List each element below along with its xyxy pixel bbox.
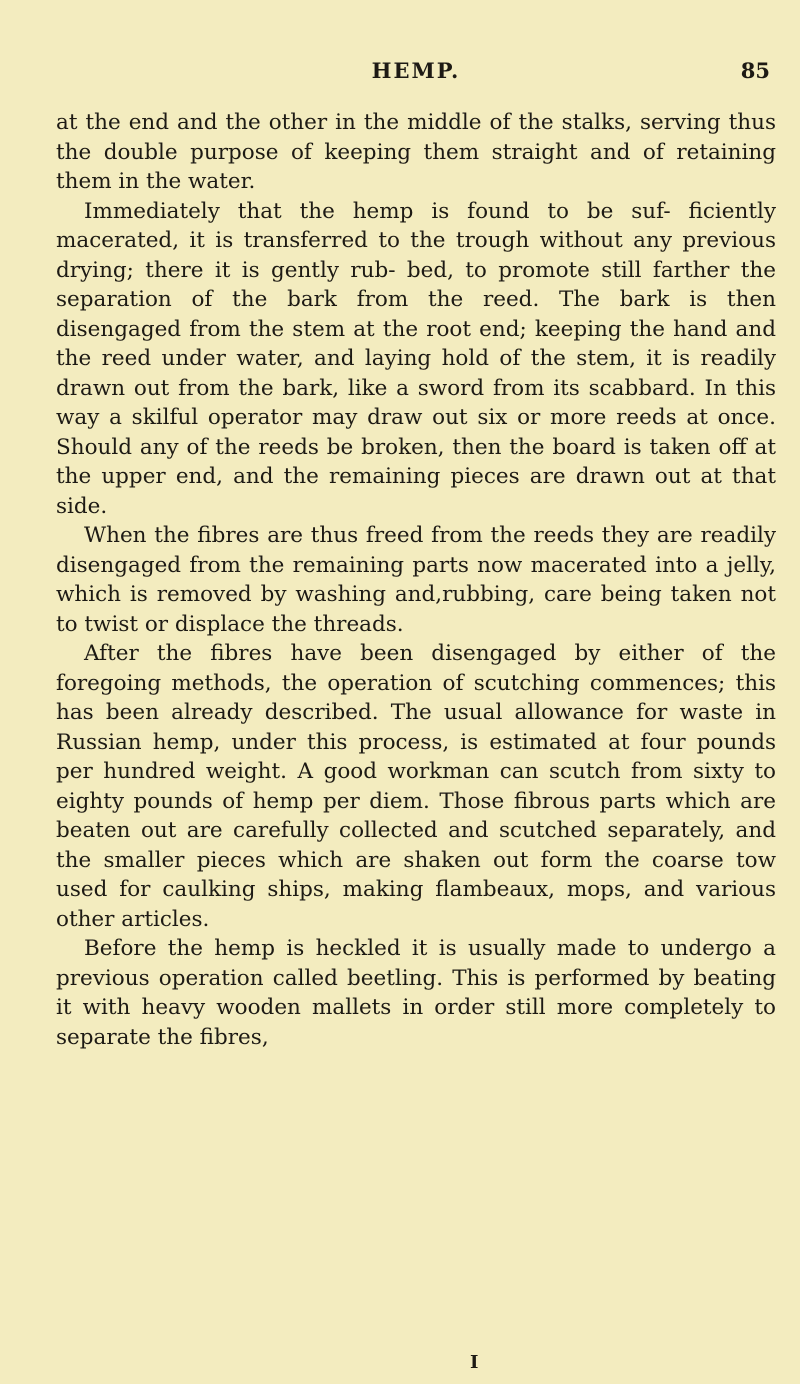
running-head: HEMP. <box>371 58 461 83</box>
page-header <box>62 58 770 90</box>
body-text <box>56 108 776 1052</box>
paragraph: After the fibres have been disengaged by either of the foregoing methods, the operation of scutching commences; this has been already described. The usual allowance for waste in Russian hemp, under this process, is estimated at four pounds per hundred weight. A good workman can scutch from sixty to eighty pounds of hemp per diem. Those fibrous parts which are beaten out are carefully collected and scutched separately, and the smaller pieces which are shaken out form the coarse tow used for caulking ships, making flambeaux, mops, and various other articles. <box>56 641 776 932</box>
paragraph: Before the hemp is heckled it is usually made to undergo a previous operation called beetling. This is performed by beating it with heavy wooden mallets in order still more completely to separate the fibres, <box>56 936 776 1050</box>
paragraph: Immediately that the hemp is found to be suf- ficiently macerated, it is transferred to the trough without any previous drying; there it is gently rub- bed, to promote still farther the separation of the bark from the reed. The bark is then disengaged from the stem at the root end; keeping the hand and the reed under water, and laying hold of the stem, it is readily drawn out from the bark, like a sword from its scabbard. In this way a skilful operator may draw out six or more reeds at once. Should any of the reeds be broken, then the board is taken off at the upper end, and the remaining pieces are drawn out at that side. <box>56 198 776 519</box>
page-number: 85 <box>740 58 770 83</box>
paragraph: When the fibres are thus freed from the reeds they are readily disengaged from the remaining parts now macerated into a jelly, which is removed by washing and,rubbing, care being taken not to twist or displace the threads. <box>56 523 776 637</box>
paragraph-continued: at the end and the other in the middle of the stalks, serving thus the double purpose of keeping them straight and of retaining them in the water. <box>56 110 776 194</box>
signature-mark: I <box>470 1352 479 1373</box>
